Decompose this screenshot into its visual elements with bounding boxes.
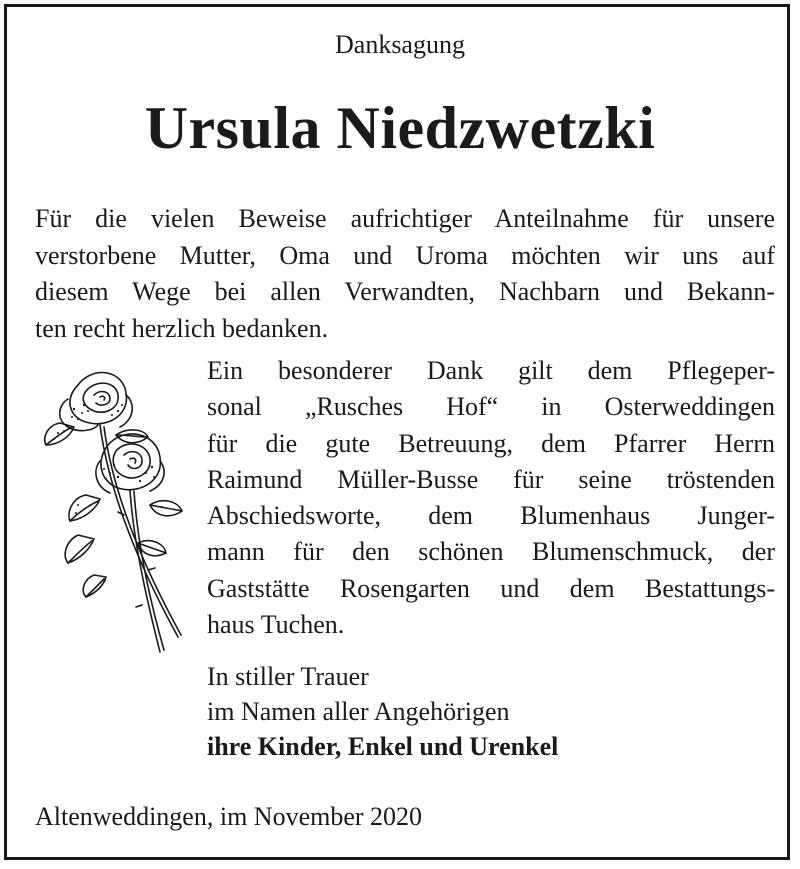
thanks-line: Raimund Müller-Busse für seine tröstenden	[207, 464, 775, 494]
thanks-line: mann für den schönen Blumenschmuck, der	[207, 537, 775, 567]
closing-block	[207, 659, 767, 764]
intro-line: diesem Wege bei allen Verwandten, Nachbarn und Bekann-	[35, 277, 775, 306]
mourners-signature: ihre Kinder, Enkel und Urenkel	[207, 732, 559, 761]
intro-line: ten recht herzlich bedanken.	[35, 313, 329, 343]
intro-line: Für die vielen Beweise aufrichtiger Anteilnahme für unsere	[35, 204, 775, 233]
thanks-line: Gaststätte Rosengarten und dem Bestattungs-	[207, 573, 775, 603]
thanks-line: Abschiedsworte, dem Blumenhaus Junger-	[207, 501, 775, 531]
notice-heading: Danksagung	[335, 30, 465, 59]
thanks-line: für die gute Betreuung, dem Pfarrer Herrn	[207, 428, 775, 458]
thanks-line: haus Tuchen.	[207, 610, 345, 640]
rose-illustration	[38, 365, 188, 665]
closing-line: im Namen aller Angehörigen	[207, 697, 510, 726]
deceased-name: Ursula Niedzwetzki	[144, 95, 656, 161]
intro-line: verstorbene Mutter, Oma und Uroma möchten wir uns auf	[35, 240, 775, 270]
closing-line: In stiller Trauer	[207, 662, 369, 691]
thanks-line: sonal „Rusches Hof“ in Osterweddingen	[207, 392, 775, 422]
thanks-line: Ein besonderer Dank gilt dem Pflegeper-	[207, 356, 775, 385]
thanks-paragraph	[207, 353, 775, 643]
place-and-date: Altenweddingen, im November 2020	[35, 802, 423, 831]
intro-paragraph	[35, 201, 775, 347]
